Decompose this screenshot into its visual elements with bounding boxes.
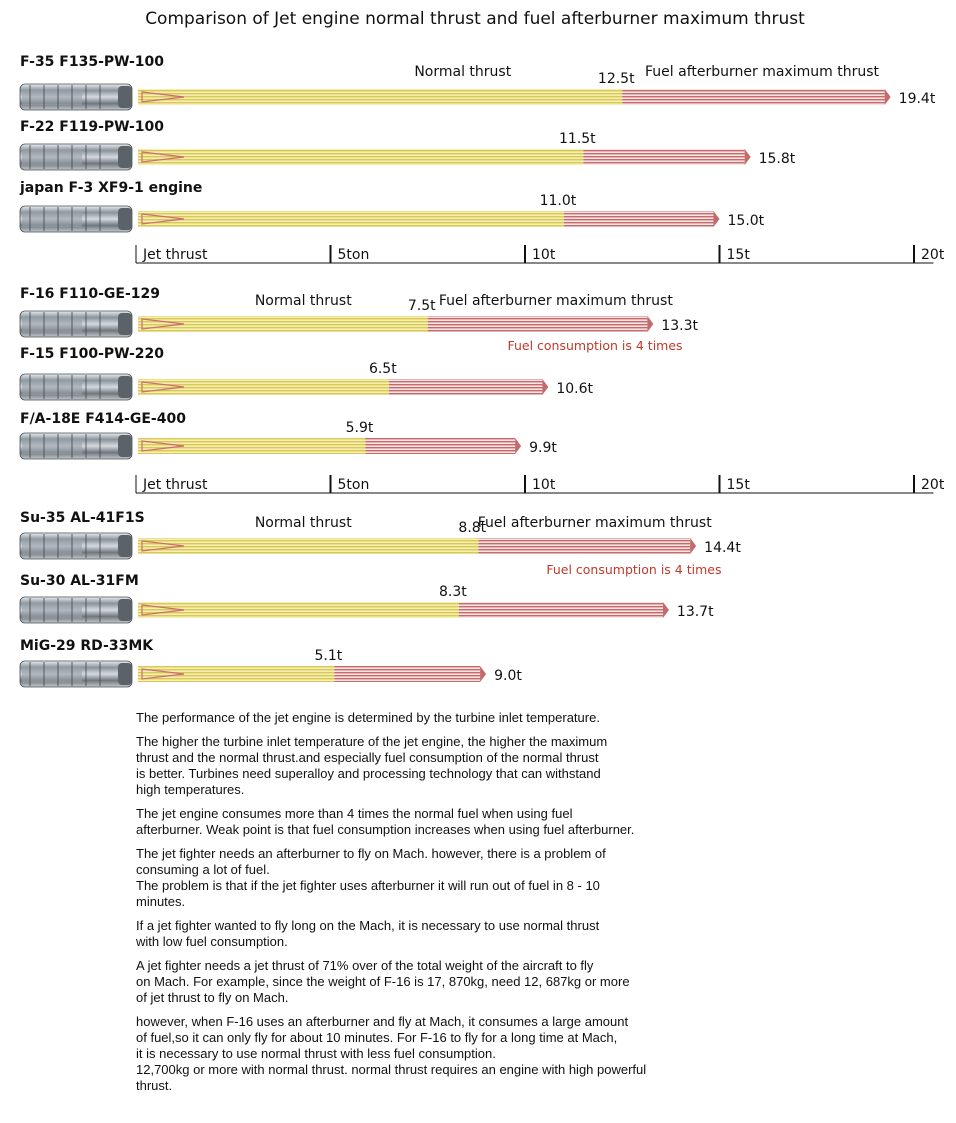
note-paragraph: If a jet fighter wanted to fly long on the Mach, it is necessary to use normal thrust with low fuel consumption. bbox=[136, 918, 600, 949]
jet-engine-casing bbox=[22, 89, 82, 105]
note-paragraph: The jet fighter needs an afterburner to fly on Mach. however, there is a problem of consuming a lot of fuel. The problem is that if the jet fighter uses afterburner it will run out of fuel in 8 - 10 minutes. bbox=[136, 846, 606, 909]
x-axis-tick-label: 10t bbox=[532, 247, 556, 263]
thrust-group-2 bbox=[20, 286, 945, 493]
jet-engine-casing bbox=[22, 379, 82, 395]
max-thrust-value-label: 15.8t bbox=[758, 151, 796, 167]
x-axis-tick-label: 15t bbox=[726, 247, 750, 263]
afterburner-arrow-tip bbox=[745, 149, 751, 165]
afterburner-thrust-caption: Fuel afterburner maximum thrust bbox=[438, 293, 673, 309]
jet-engine-icon bbox=[20, 374, 132, 400]
note-paragraph: A jet fighter needs a jet thrust of 71% over of the total weight of the aircraft to fly on Mach. For example, since the weight of F-16 is 17, 870kg, need 12, 687kg or more of jet thrust to fly on Mach. bbox=[136, 958, 630, 1005]
jet-engine-icon bbox=[20, 206, 132, 232]
jet-engine-casing bbox=[22, 316, 82, 332]
jet-engine-nozzle bbox=[118, 313, 132, 335]
jet-engine-casing bbox=[22, 538, 82, 554]
fuel-consumption-note: Fuel consumption is 4 times bbox=[546, 562, 722, 577]
normal-thrust-value-label: 7.5t bbox=[407, 298, 436, 314]
normal-thrust-bar bbox=[138, 438, 366, 454]
engine-name-label: MiG-29 RD-33MK bbox=[20, 638, 154, 654]
jet-engine-nozzle bbox=[118, 535, 132, 557]
jet-engine-icon bbox=[20, 597, 132, 623]
jet-engine-icon bbox=[20, 144, 132, 170]
normal-thrust-caption: Normal thrust bbox=[414, 64, 512, 80]
x-axis-tick-label: 5ton bbox=[337, 477, 370, 493]
jet-engine-nozzle bbox=[118, 376, 132, 398]
afterburner-thrust-bar bbox=[389, 379, 542, 395]
engine-name-label: Su-35 AL-41F1S bbox=[20, 510, 145, 526]
normal-thrust-bar bbox=[138, 89, 622, 105]
x-axis-tick-label: 5ton bbox=[337, 247, 370, 263]
jet-engine-icon bbox=[20, 433, 132, 459]
x-axis bbox=[136, 245, 945, 263]
normal-thrust-value-label: 11.0t bbox=[539, 193, 577, 209]
jet-engine-casing bbox=[22, 438, 82, 454]
engine-row bbox=[20, 346, 594, 400]
x-axis-tick-label: Jet thrust bbox=[143, 247, 208, 263]
note-paragraph: The performance of the jet engine is determined by the turbine inlet temperature. bbox=[136, 710, 600, 725]
afterburner-thrust-bar bbox=[564, 211, 714, 227]
afterburner-arrow-tip bbox=[690, 538, 696, 554]
engine-row bbox=[20, 54, 936, 110]
normal-thrust-value-label: 5.9t bbox=[345, 420, 374, 436]
normal-thrust-value-label: 11.5t bbox=[559, 131, 596, 147]
max-thrust-value-label: 10.6t bbox=[556, 381, 594, 397]
normal-thrust-value-label: 5.1t bbox=[314, 648, 343, 664]
x-axis-tick-label: Jet thrust bbox=[143, 477, 208, 493]
engine-name-label: F-22 F119-PW-100 bbox=[20, 119, 165, 135]
normal-thrust-caption: Normal thrust bbox=[254, 515, 352, 531]
afterburner-thrust-bar bbox=[478, 538, 690, 554]
afterburner-thrust-bar bbox=[622, 89, 884, 105]
engine-name-label: F-35 F135-PW-100 bbox=[20, 54, 165, 70]
engine-name-label: F-16 F110-GE-129 bbox=[20, 286, 160, 302]
jet-engine-casing bbox=[22, 666, 82, 682]
jet-engine-nozzle bbox=[118, 86, 132, 108]
normal-thrust-bar bbox=[138, 666, 334, 682]
jet-engine-nozzle bbox=[118, 208, 132, 230]
x-axis-tick-label: 20t bbox=[921, 477, 945, 493]
normal-thrust-bar bbox=[138, 379, 389, 395]
afterburner-arrow-tip bbox=[542, 379, 548, 395]
normal-thrust-bar bbox=[138, 538, 478, 554]
note-paragraph: The jet engine consumes more than 4 times the normal fuel when using fuel afterburner. Weak point is that fuel consumption increases when using fuel afterburner. bbox=[136, 806, 635, 837]
jet-engine-casing bbox=[22, 211, 82, 227]
jet-engine-casing bbox=[22, 602, 82, 618]
max-thrust-value-label: 15.0t bbox=[727, 213, 765, 229]
afterburner-thrust-bar bbox=[334, 666, 480, 682]
normal-thrust-value-label: 6.5t bbox=[368, 361, 397, 377]
thrust-group-1 bbox=[19, 54, 945, 263]
thrust-group-3 bbox=[20, 510, 741, 687]
jet-engine-nozzle bbox=[118, 435, 132, 457]
max-thrust-value-label: 9.9t bbox=[529, 440, 557, 456]
max-thrust-value-label: 19.4t bbox=[898, 91, 936, 107]
jet-engine-icon bbox=[20, 533, 132, 559]
normal-thrust-value-label: 8.8t bbox=[458, 520, 487, 536]
engine-name-label: japan F-3 XF9-1 engine bbox=[20, 180, 203, 196]
afterburner-thrust-caption: Fuel afterburner maximum thrust bbox=[645, 64, 879, 80]
afterburner-thrust-bar bbox=[459, 602, 663, 618]
chart-title: Comparison of Jet engine normal thrust and fuel afterburner maximum thrust bbox=[145, 9, 805, 29]
normal-thrust-caption: Normal thrust bbox=[254, 293, 352, 309]
note-paragraph: however, when F-16 uses an afterburner and fly at Mach, it consumes a large amount of fuel,so it can only fly for about 10 minutes. For F-16 to fly for a long time at Mach, it is necessary to use normal thrust with less fuel consumption. 12,700kg or more with normal thrust. normal thrust requires an engine with high powerful thrust. bbox=[136, 1014, 647, 1093]
afterburner-thrust-caption: Fuel afterburner maximum thrust bbox=[477, 515, 712, 531]
afterburner-thrust-bar bbox=[428, 316, 648, 332]
engine-name-label: F-15 F100-PW-220 bbox=[20, 346, 165, 362]
afterburner-arrow-tip bbox=[714, 211, 720, 227]
jet-engine-casing bbox=[22, 149, 82, 165]
afterburner-arrow-tip bbox=[647, 316, 653, 332]
afterburner-thrust-bar bbox=[583, 149, 744, 165]
afterburner-arrow-tip bbox=[885, 89, 891, 105]
afterburner-arrow-tip bbox=[663, 602, 669, 618]
engine-row bbox=[20, 573, 714, 623]
engine-row bbox=[20, 119, 796, 170]
max-thrust-value-label: 14.4t bbox=[704, 540, 741, 556]
afterburner-thrust-bar bbox=[366, 438, 516, 454]
engine-row bbox=[20, 411, 557, 459]
jet-engine-icon bbox=[20, 661, 132, 687]
x-axis bbox=[136, 475, 945, 493]
afterburner-arrow-tip bbox=[480, 666, 486, 682]
x-axis-tick-label: 15t bbox=[726, 477, 750, 493]
normal-thrust-value-label: 8.3t bbox=[438, 584, 467, 600]
engine-row bbox=[20, 638, 522, 687]
max-thrust-value-label: 13.7t bbox=[676, 604, 714, 620]
engine-name-label: Su-30 AL-31FM bbox=[20, 573, 139, 589]
note-paragraph: The higher the turbine inlet temperature of the jet engine, the higher the maximum thrust and the normal thrust.and especially fuel consumption of the normal thrust is better. Turbines need superalloy and processing technology that can withstand high temperatures. bbox=[136, 734, 608, 797]
normal-thrust-bar bbox=[138, 602, 459, 618]
jet-engine-nozzle bbox=[118, 663, 132, 685]
x-axis-tick-label: 10t bbox=[532, 477, 556, 493]
jet-engine-icon bbox=[20, 311, 132, 337]
afterburner-arrow-tip bbox=[515, 438, 521, 454]
normal-thrust-bar bbox=[138, 211, 564, 227]
max-thrust-value-label: 9.0t bbox=[494, 668, 522, 684]
jet-engine-icon bbox=[20, 84, 132, 110]
jet-engine-nozzle bbox=[118, 146, 132, 168]
engine-row bbox=[19, 180, 765, 232]
normal-thrust-value-label: 12.5t bbox=[597, 71, 635, 87]
jet-engine-nozzle bbox=[118, 599, 132, 621]
fuel-consumption-note: Fuel consumption is 4 times bbox=[507, 338, 683, 353]
explanation-notes bbox=[136, 710, 746, 1102]
normal-thrust-bar bbox=[138, 149, 583, 165]
x-axis-tick-label: 20t bbox=[921, 247, 945, 263]
max-thrust-value-label: 13.3t bbox=[661, 318, 699, 334]
engine-name-label: F/A-18E F414-GE-400 bbox=[20, 411, 186, 427]
